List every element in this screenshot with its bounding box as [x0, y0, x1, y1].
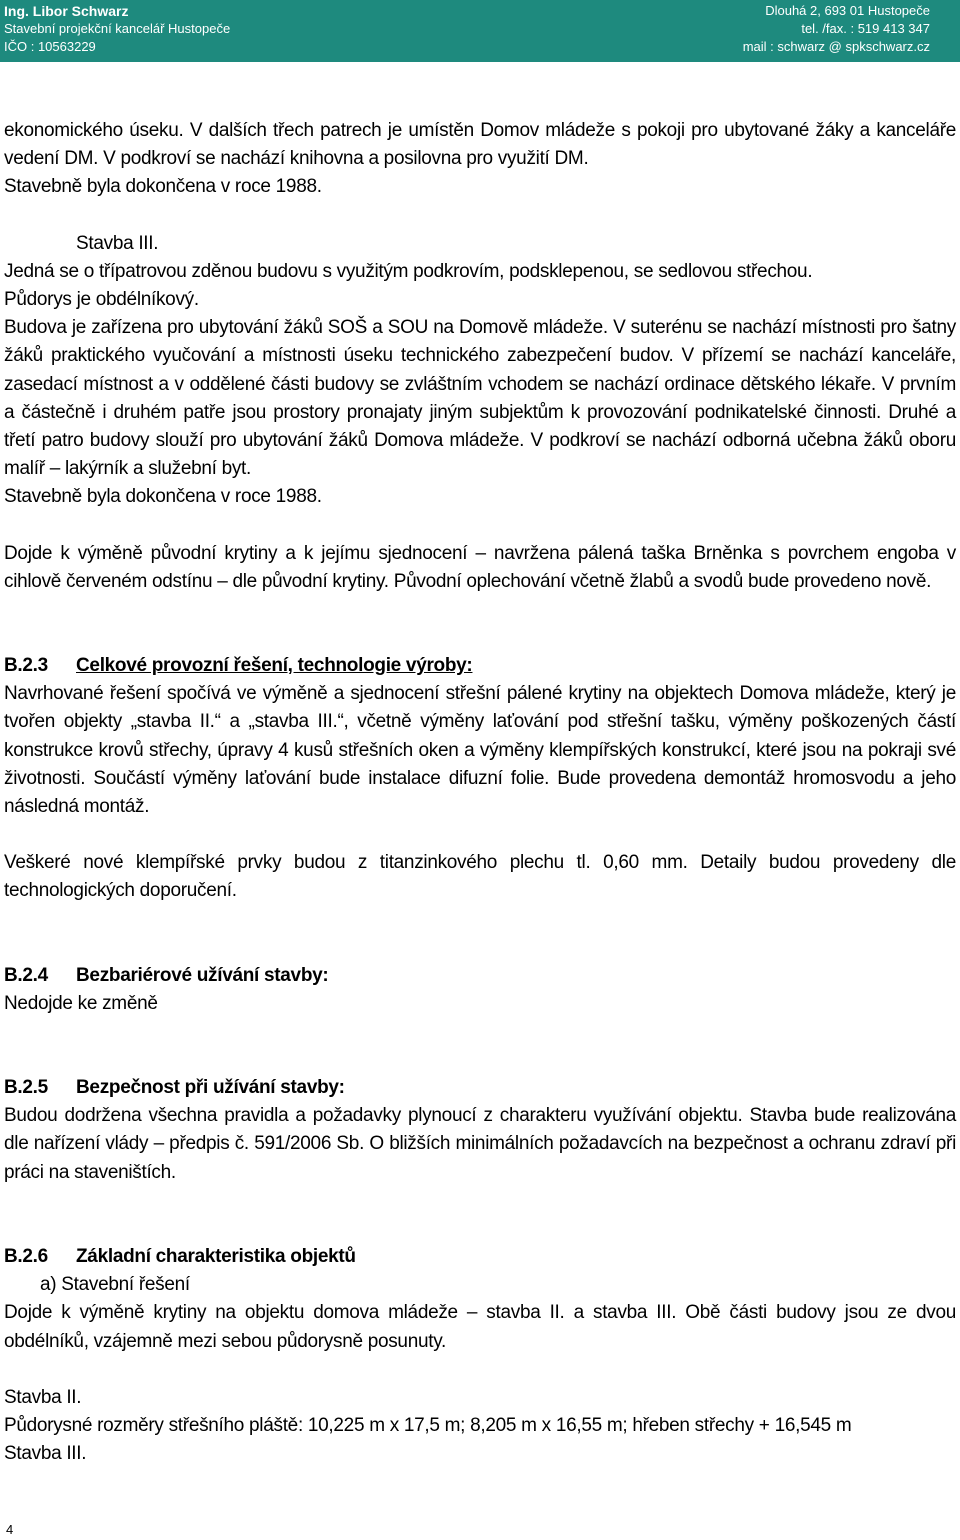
- section-number: B.2.6: [4, 1245, 48, 1267]
- subheading-stavba-3: Stavba III.: [76, 232, 159, 254]
- paragraph: ekonomického úseku. V dalších třech patrech je umístěn Domov mládeže s pokoji pro ubytované žáky a kanceláře vedení DM. V podkroví se nachází knihovna a posilovna pro využití DM.: [4, 120, 956, 170]
- subheading-stavba-3: Stavba III.: [4, 1443, 87, 1465]
- section-number: B.2.4: [4, 964, 48, 986]
- paragraph: Budova je zařízena pro ubytování žáků SOŠ a SOU na Domově mládeže. V suterénu se nachází místnosti pro šatny žáků praktického vyučování a místnosti úseku technického zabezpečení budov. V přízemí se nachází kanceláře, zasedací místnost a v oddělené části budovy se zvláštním vchodem se nachází ordinace dětského lékaře. V prvním a částečně i druhém patře jsou prostory pronajaty jiným subjektům k provozování podnikatelské činnosti. Druhé a třetí patro budovy slouží pro ubytování žáků Domova mládeže. V podkroví se nachází odborná učebna žáků oboru malíř – lakýrník a služební byt.: [4, 317, 956, 480]
- address: Dlouhá 2, 693 01 Hustopeče: [765, 3, 930, 18]
- section-title: Základní charakteristika objektů: [76, 1245, 356, 1267]
- paragraph: Navrhované řešení spočívá ve výměně a sjednocení střešní pálené krytiny na objektech Domova mládeže, který je tvořen objekty „stavba II.“ a „stavba III.“, včetně výměny laťování pod střešní tašku, výměny poškozených částí konstrukce krovů střechy, úpravy 4 kusů střešních oken a výměny klempířských konstrukcí, které jsou na pokraji své životnosti. Součástí výměny laťování bude instalace difuzní folie. Bude provedena demontáž hromosvodu a jeho následná montáž.: [4, 683, 956, 818]
- paragraph: Veškeré nové klempířské prvky budou z titanzinkového plechu tl. 0,60 mm. Detaily budou provedeny dle technologických doporučení.: [4, 852, 956, 902]
- paragraph: Stavebně byla dokončena v roce 1988.: [4, 486, 322, 508]
- page-header: [0, 0, 960, 62]
- author-name: Ing. Libor Schwarz: [4, 3, 129, 19]
- subsection-a: a) Stavební řešení: [40, 1274, 190, 1296]
- paragraph: Dojde k výměně původní krytiny a k jejímu sjednocení – navržena pálená taška Brněnka s povrchem engoba v cihlově červeném odstínu – dle původní krytiny. Původní oplechování včetně žlabů a svodů bude provedeno nově.: [4, 542, 956, 592]
- section-heading: [4, 962, 956, 990]
- header-right: [743, 2, 930, 56]
- section-heading: [4, 652, 956, 680]
- document-body: [4, 117, 956, 1468]
- section-number: B.2.5: [4, 1077, 48, 1099]
- paragraph: Jedná se o třípatrovou zděnou budovu s využitým podkrovím, podsklepenou, se sedlovou střechou.: [4, 260, 813, 282]
- section-title: Bezbariérové užívání stavby:: [76, 964, 329, 986]
- paragraph: Půdorys je obdélníkový.: [4, 289, 199, 311]
- section-heading: [4, 1243, 956, 1271]
- email: mail : schwarz @ spkschwarz.cz: [742, 39, 930, 54]
- paragraph: Dojde k výměně krytiny na objektu domova mládeže – stavba II. a stavba III. Obě části budovy jsou ze dvou obdélníků, vzájemně mezi sebou půdorysně posunuty.: [4, 1302, 956, 1352]
- ico-number: IČO : 10563229: [4, 39, 96, 54]
- subheading-stavba-2: Stavba II.: [4, 1386, 82, 1408]
- paragraph: Budou dodržena všechna pravidla a požadavky plynoucí z charakteru využívání objektu. Stavba bude realizována dle nařízení vlády – předpis č. 591/2006 Sb. O bližších minimálních požadavcích na bezpečnost a ochranu zdraví při práci na staveništích.: [4, 1105, 956, 1183]
- header-left: [4, 2, 230, 56]
- paragraph: Stavebně byla dokončena v roce 1988.: [4, 176, 322, 198]
- section-title: Celkové provozní řešení, technologie výroby:: [76, 655, 473, 677]
- paragraph: Půdorysné rozměry střešního pláště: 10,225 m x 17,5 m; 8,205 m x 16,55 m; hřeben střechy + 16,545 m: [4, 1414, 852, 1436]
- section-title: Bezpečnost při užívání stavby:: [76, 1077, 345, 1099]
- paragraph: Nedojde ke změně: [4, 992, 158, 1014]
- phone: tel. /fax. : 519 413 347: [801, 21, 930, 36]
- page-number: 4: [6, 1522, 14, 1537]
- section-heading: [4, 1074, 956, 1102]
- section-number: B.2.3: [4, 655, 48, 677]
- office-name: Stavební projekční kancelář Hustopeče: [4, 21, 231, 36]
